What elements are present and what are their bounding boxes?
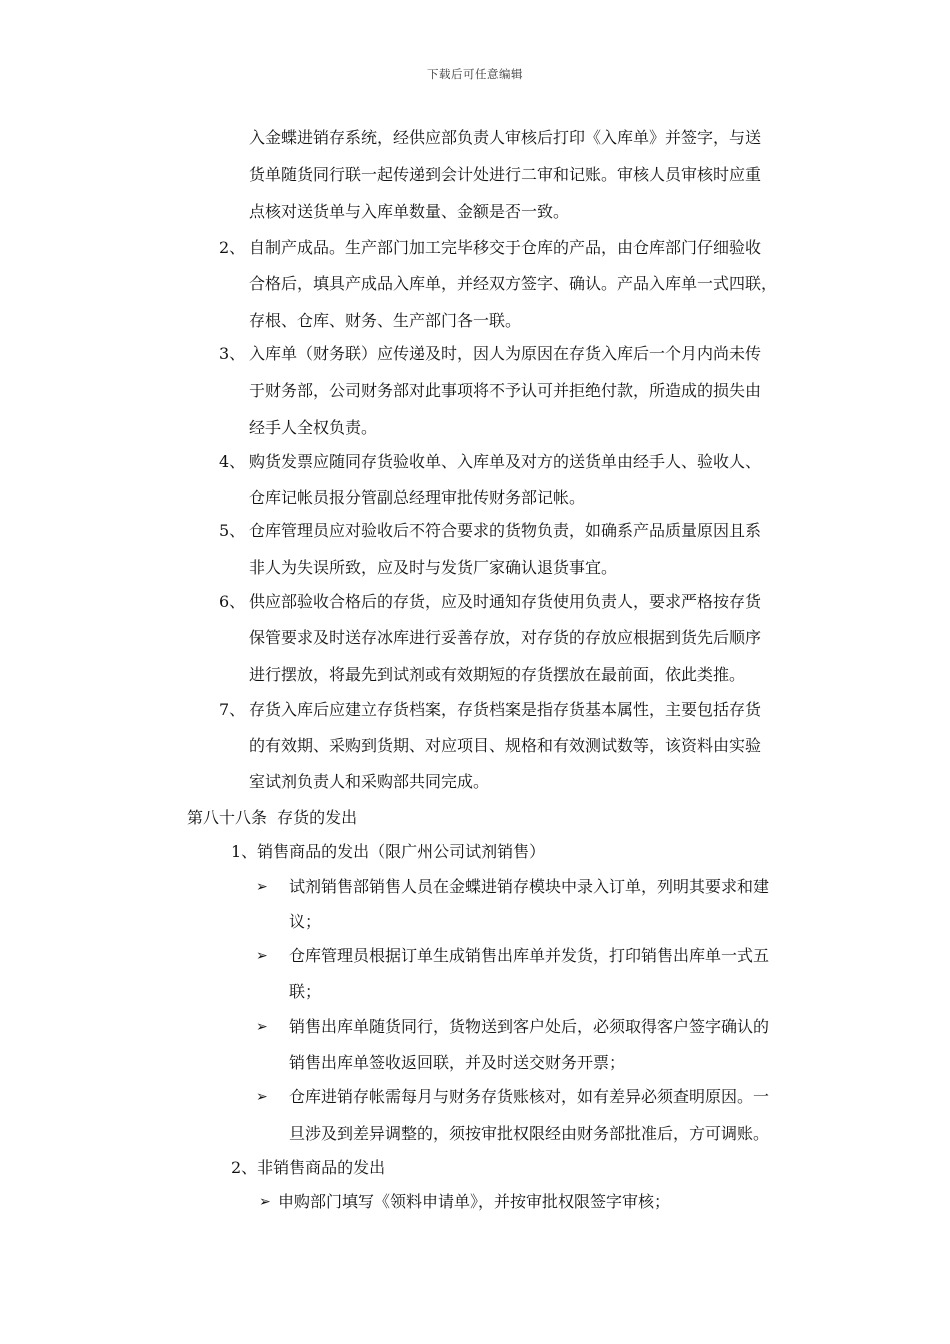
subsection-heading: 2、非销售商品的发出 — [231, 1158, 386, 1177]
bullet-line: 旦涉及到差异调整的，须按审批权限经由财务部批准后，方可调账。 — [289, 1124, 770, 1143]
item-number: 6、 — [219, 592, 246, 611]
intro-line: 点核对送货单与入库单数量、金额是否一致。 — [249, 202, 570, 221]
bullet-line: 议； — [289, 912, 322, 931]
item-line: 室试剂负责人和采购部共同完成。 — [249, 772, 490, 791]
item-line: 存货入库后应建立存货档案，存货档案是指存货基本属性，主要包括存货 — [249, 700, 762, 719]
article-heading: 第八十八条 存货的发出 — [187, 808, 358, 827]
arrow-bullet-icon: ➢ — [256, 1019, 268, 1035]
item-line: 购货发票应随同存货验收单、入库单及对方的送货单由经手人、验收人、 — [249, 452, 762, 471]
bullet-line: 仓库进销存帐需每月与财务存货账核对，如有差异必须查明原因。一 — [289, 1087, 770, 1106]
bullet-line: 仓库管理员根据订单生成销售出库单并发货，打印销售出库单一式五 — [289, 946, 770, 965]
bullet-line: 销售出库单随货同行，货物送到客户处后，必须取得客户签字确认的 — [289, 1017, 770, 1036]
item-line: 存根、仓库、财务、生产部门各一联。 — [249, 311, 522, 330]
bullet-line: 联； — [289, 982, 322, 1001]
page-header: 下载后可任意编辑 — [427, 67, 523, 81]
item-number: 2、 — [219, 238, 246, 257]
item-number: 3、 — [219, 344, 246, 363]
intro-line: 入金蝶进销存系统，经供应部负责人审核后打印《入库单》并签字，与送 — [249, 128, 762, 147]
item-number: 5、 — [219, 521, 246, 540]
item-line: 入库单（财务联）应传递及时，因人为原因在存货入库后一个月内尚未传 — [249, 344, 762, 363]
arrow-bullet-icon: ➢ — [256, 1089, 268, 1105]
item-line: 进行摆放，将最先到试剂或有效期短的存货摆放在最前面，依此类推。 — [249, 665, 746, 684]
subsection-heading: 1、销售商品的发出（限广州公司试剂销售） — [231, 842, 546, 861]
item-line: 仓库记帐员报分管副总经理审批传财务部记帐。 — [249, 488, 586, 507]
item-line: 经手人全权负责。 — [249, 418, 378, 437]
item-line: 合格后，填具产成品入库单，并经双方签字、确认。产品入库单一式四联， — [249, 274, 778, 293]
arrow-bullet-icon: ➢ — [256, 948, 268, 964]
intro-line: 货单随货同行联一起传递到会计处进行二审和记账。审核人员审核时应重 — [249, 165, 762, 184]
item-line: 仓库管理员应对验收后不符合要求的货物负责，如确系产品质量原因且系 — [249, 521, 762, 540]
bullet-line: 试剂销售部销售人员在金蝶进销存模块中录入订单，列明其要求和建 — [289, 877, 770, 896]
item-line: 自制产成品。生产部门加工完毕移交于仓库的产品，由仓库部门仔细验收 — [249, 238, 762, 257]
item-line: 非人为失误所致，应及时与发货厂家确认退货事宜。 — [249, 558, 618, 577]
item-number: 4、 — [219, 452, 246, 471]
item-line: 供应部验收合格后的存货，应及时通知存货使用负责人，要求严格按存货 — [249, 592, 762, 611]
arrow-bullet-icon: ➢ — [259, 1194, 271, 1210]
bullet-line: 申购部门填写《领料申请单》，并按审批权限签字审核； — [278, 1192, 671, 1211]
item-line: 的有效期、采购到货期、对应项目、规格和有效测试数等，该资料由实验 — [249, 736, 762, 755]
arrow-bullet-icon: ➢ — [256, 879, 268, 895]
bullet-line: 销售出库单签收返回联，并及时送交财务开票； — [289, 1053, 626, 1072]
item-line: 于财务部，公司财务部对此事项将不予认可并拒绝付款，所造成的损失由 — [249, 381, 762, 400]
item-line: 保管要求及时送存冰库进行妥善存放，对存货的存放应根据到货先后顺序 — [249, 628, 762, 647]
item-number: 7、 — [219, 700, 246, 719]
